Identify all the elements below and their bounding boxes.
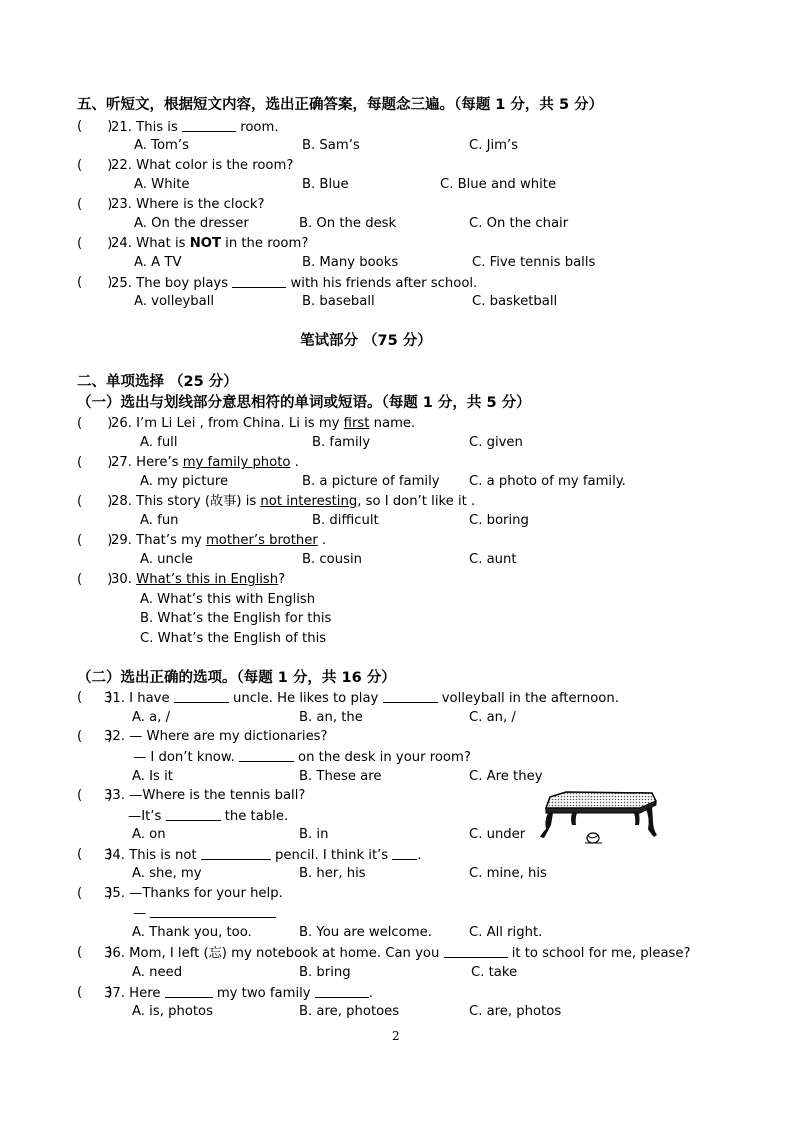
option-a[interactable]: A. uncle (140, 552, 193, 567)
option-b[interactable]: B. her, his (299, 866, 366, 881)
option-b[interactable]: B. Blue (302, 177, 349, 192)
option-b[interactable]: B. a picture of family (302, 474, 440, 489)
tabletop (546, 792, 656, 808)
answer-paren[interactable]: ( ) (77, 119, 113, 134)
option-b[interactable]: B. are, photoes (299, 1004, 400, 1019)
option-a[interactable]: A. fun (140, 513, 179, 528)
option-a[interactable]: A. What’s this with English (140, 592, 316, 607)
question-29: 29. That’s my mother’s brother . (111, 533, 327, 548)
option-a[interactable]: A. is, photos (132, 1004, 213, 1019)
option-c[interactable]: C. mine, his (469, 866, 547, 881)
option-b[interactable]: B. cousin (302, 552, 363, 567)
answer-paren[interactable]: ( ) (77, 455, 113, 470)
option-b[interactable]: B. baseball (302, 294, 375, 309)
option-b[interactable]: B. an, the (299, 710, 363, 725)
question-27: 27. Here’s my family photo . (111, 455, 299, 470)
section5-heading: 五、听短文，根据短文内容，选出正确答案，每题念三遍。（每题 1 分，共 5 分） (77, 97, 604, 113)
option-c[interactable]: C. On the chair (469, 216, 569, 231)
option-c[interactable]: C. take (471, 965, 518, 980)
option-b[interactable]: B. These are (299, 769, 382, 784)
question-31: 31. I have uncle. He likes to play volleyball in the afternoon. (104, 691, 619, 706)
question-37: 37. Here my two family . (104, 986, 373, 1001)
question-35-reply: — (133, 905, 276, 922)
question-33-reply: —It’s the table. (128, 809, 289, 824)
question-32: 32. — Where are my dictionaries? (104, 729, 328, 744)
answer-paren[interactable]: ( ) (77, 788, 113, 803)
question-24: 24. What is NOT in the room? (111, 236, 309, 251)
answer-paren[interactable]: ( ) (77, 158, 113, 173)
option-b[interactable]: B. On the desk (299, 216, 397, 231)
option-a[interactable]: A. need (132, 965, 183, 980)
answer-paren[interactable]: ( ) (77, 494, 113, 509)
answer-blank[interactable] (239, 749, 294, 762)
question-36: 36. Mom, I left (忘) my notebook at home. Can you it to school for me, please? (104, 946, 691, 961)
option-c[interactable]: C. aunt (469, 552, 517, 567)
option-c[interactable]: C. given (469, 435, 523, 450)
table-leg (540, 813, 553, 838)
option-a[interactable]: A. a, / (132, 710, 171, 725)
option-a[interactable]: A. Is it (132, 769, 173, 784)
answer-blank[interactable] (174, 690, 229, 703)
answer-paren[interactable]: ( ) (77, 572, 113, 587)
answer-paren[interactable]: ( ) (77, 690, 113, 705)
answer-paren[interactable]: ( ) (77, 729, 113, 744)
option-a[interactable]: A. full (140, 435, 178, 450)
answer-blank[interactable] (383, 690, 438, 703)
option-c[interactable]: C. a photo of my family. (469, 474, 626, 489)
written-part-title: 笔试部分 （75 分） (300, 333, 432, 349)
table-leg (571, 813, 577, 825)
option-b[interactable]: B. What’s the English for this (140, 611, 332, 626)
option-c[interactable]: C. Blue and white (440, 177, 557, 192)
answer-paren[interactable]: ( ) (77, 275, 113, 290)
answer-paren[interactable]: ( ) (77, 533, 113, 548)
option-a[interactable]: A. A TV (134, 255, 182, 270)
sub2-heading: （二）选出正确的选项。（每题 1 分，共 16 分） (77, 670, 396, 686)
question-34: 34. This is not pencil. I think it’s . (104, 848, 422, 863)
answer-blank[interactable] (444, 945, 508, 958)
question-22: 22. What color is the room? (111, 158, 294, 173)
option-c[interactable]: C. an, / (469, 710, 516, 725)
question-25: 25. The boy plays with his friends after school. (111, 276, 478, 291)
question-21: 21. This is room. (111, 120, 279, 135)
option-b[interactable]: B. difficult (312, 513, 379, 528)
option-b[interactable]: B. in (299, 827, 329, 842)
answer-blank[interactable] (201, 847, 271, 860)
answer-paren[interactable]: ( ) (77, 945, 113, 960)
option-b[interactable]: B. bring (299, 965, 351, 980)
option-c[interactable]: C. Are they (469, 769, 543, 784)
table-leg (634, 813, 640, 825)
answer-paren[interactable]: ( ) (77, 197, 113, 212)
option-c[interactable]: C. All right. (469, 925, 543, 940)
question-33: 33. —Where is the tennis ball? (104, 788, 306, 803)
option-a[interactable]: A. she, my (132, 866, 202, 881)
option-a[interactable]: A. Thank you, too. (132, 925, 252, 940)
option-c[interactable]: C. basketball (472, 294, 558, 309)
option-b[interactable]: B. You are welcome. (299, 925, 432, 940)
answer-paren[interactable]: ( ) (77, 985, 113, 1000)
question-28: 28. This story (故事) is not interesting, so I don’t like it . (111, 494, 476, 509)
option-a[interactable]: A. volleyball (134, 294, 215, 309)
answer-paren[interactable]: ( ) (77, 886, 113, 901)
option-a[interactable]: A. White (134, 177, 190, 192)
question-23: 23. Where is the clock? (111, 197, 265, 212)
option-b[interactable]: B. family (312, 435, 371, 450)
option-c[interactable]: C. under (469, 827, 526, 842)
answer-paren[interactable]: ( ) (77, 416, 113, 431)
table-with-ball-illustration (536, 789, 660, 847)
question-35: 35. —Thanks for your help. (104, 886, 283, 901)
option-c[interactable]: C. boring (469, 513, 529, 528)
answer-blank[interactable] (166, 808, 221, 821)
sub1-heading: （一）选出与划线部分意思相符的单词或短语。（每题 1 分，共 5 分） (77, 395, 531, 411)
part2-heading: 二、单项选择 （25 分） (77, 374, 238, 390)
answer-blank[interactable] (182, 119, 236, 132)
question-32-reply: — I don’t know. on the desk in your room? (133, 750, 471, 765)
page-number: 2 (392, 1029, 400, 1043)
answer-paren[interactable]: ( ) (77, 236, 113, 251)
option-a[interactable]: A. On the dresser (134, 216, 249, 231)
question-30: 30. What’s this in English? (111, 572, 286, 587)
answer-blank[interactable] (392, 847, 417, 860)
option-c[interactable]: C. are, photos (469, 1004, 562, 1019)
option-a[interactable]: A. Tom’s (134, 138, 189, 153)
option-b[interactable]: B. Sam’s (302, 138, 360, 153)
answer-blank[interactable] (315, 985, 369, 998)
option-a[interactable]: A. on (132, 827, 166, 842)
option-a[interactable]: A. my picture (140, 474, 229, 489)
answer-blank[interactable] (150, 905, 276, 918)
question-26: 26. I’m Li Lei , from China. Li is my first name. (111, 416, 416, 431)
table-leg (646, 806, 657, 837)
option-c[interactable]: C. Five tennis balls (472, 255, 596, 270)
answer-blank[interactable] (232, 275, 286, 288)
answer-paren[interactable]: ( ) (77, 847, 113, 862)
answer-blank[interactable] (165, 985, 213, 998)
option-c[interactable]: C. Jim’s (469, 138, 519, 153)
option-b[interactable]: B. Many books (302, 255, 399, 270)
option-c[interactable]: C. What’s the English of this (140, 631, 327, 646)
